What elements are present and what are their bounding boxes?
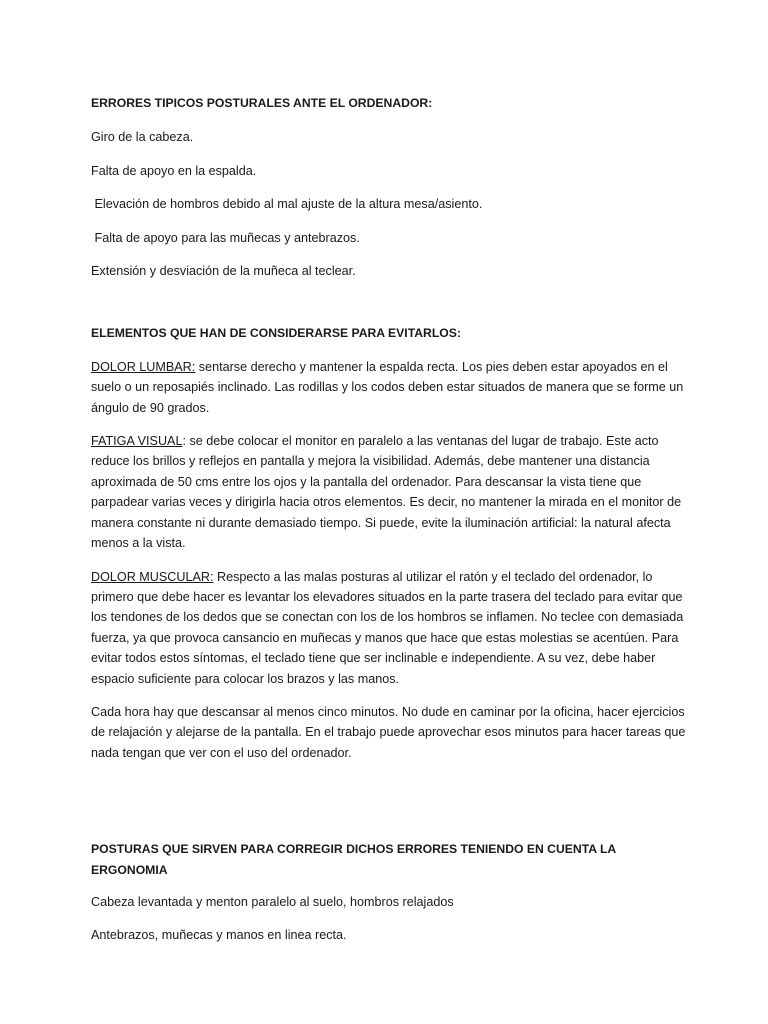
paragraph-dolor-muscular <box>91 567 687 689</box>
text-fatiga-visual: : se debe colocar el monitor en paralelo a las ventanas del lugar de trabajo. Este acto reduce los brillos y reflejos en pantalla y mejora la visibilidad. Además, debe mantener una distancia aproximada de 50 cms entre los ojos y la pantalla del ordenador. Para descansar la vista tiene que parpadear varias veces y dirigirla hacia otros elementos. Es decir, no mantener la mirada en el monitor de manera constante ni durante demasiado tiempo. Si puede, evite la iluminación artificial: la natural afecta menos a la vista. <box>91 434 682 551</box>
section-errores-heading: ERRORES TIPICOS POSTURALES ANTE EL ORDENADOR: <box>91 96 433 110</box>
text-dolor-lumbar: sentarse derecho y mantener la espalda recta. Los pies deben estar apoyados en el suelo o un reposapiés inclinado. Las rodillas y los codos deben estar situados de manera que se forme un ángulo de 90 grados. <box>91 359 684 415</box>
postura-item-antebrazos: Antebrazos, muñecas y manos en linea recta. <box>91 928 347 943</box>
text-dolor-muscular: Respecto a las malas posturas al utilizar el ratón y el teclado del ordenador, lo primero que debe hacer es levantar los elevadores situados en la parte trasera del teclado para evitar que los tendones de los dedos que se conectan con los de los hombros se inflamen. No teclee con demasiada fuerza, ya que provoca cansancio en muñecas y manos que hace que estas molestias se acentúen. Para evitar todos estos síntomas, el teclado tiene que ser inclinable e independiente. A su vez, debe haber espacio suficiente para colocar los brazos y las manos. <box>91 569 684 686</box>
document-content <box>91 93 687 946</box>
paragraph-dolor-lumbar <box>91 357 687 418</box>
paragraph-fatiga-visual <box>91 431 687 553</box>
label-fatiga-visual: FATIGA VISUAL <box>91 434 183 449</box>
label-dolor-lumbar: DOLOR LUMBAR: <box>91 359 196 374</box>
label-dolor-muscular: DOLOR MUSCULAR: <box>91 569 214 584</box>
error-item-apoyo-espalda: Falta de apoyo en la espalda. <box>91 163 257 178</box>
section-elementos-heading: ELEMENTOS QUE HAN DE CONSIDERARSE PARA EVITARLOS: <box>91 326 461 341</box>
error-item-giro-cabeza: Giro de la cabeza. <box>91 130 194 145</box>
section-posturas-heading: POSTURAS QUE SIRVEN PARA CORREGIR DICHOS ERRORES TENIENDO EN CUENTA LA ERGONOMIA <box>91 842 616 877</box>
postura-item-cabeza: Cabeza levantada y menton paralelo al suelo, hombros relajados <box>91 894 454 909</box>
error-item-elevacion-hombros: Elevación de hombros debido al mal ajuste de la altura mesa/asiento. <box>91 197 483 212</box>
error-item-extension-muneca: Extensión y desviación de la muñeca al teclear. <box>91 264 356 279</box>
error-item-apoyo-munecas: Falta de apoyo para las muñecas y antebrazos. <box>91 230 360 245</box>
paragraph-descanso: Cada hora hay que descansar al menos cinco minutos. No dude en caminar por la oficina, hacer ejercicios de relajación y alejarse de la pantalla. En el trabajo puede aprovechar esos minutos para hacer tareas que nada tengan que ver con el uso del ordenador. <box>91 704 686 760</box>
